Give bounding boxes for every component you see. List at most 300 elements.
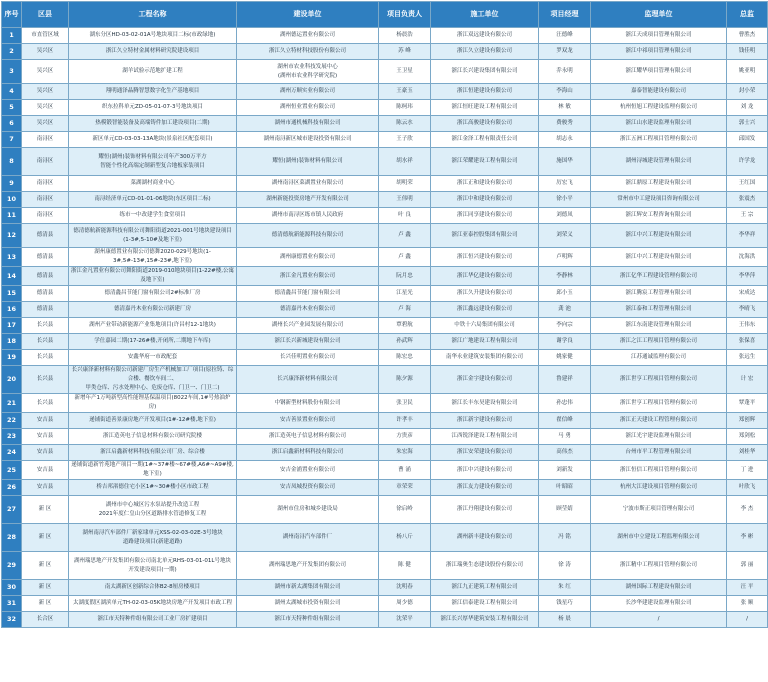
table-row — [2, 44, 768, 60]
cell-lead: 王豪玉 — [379, 84, 431, 100]
cell-manager: 钱星巧 — [539, 596, 591, 612]
cell-supervisor: 湖州国际工程建设有限公司 — [591, 580, 727, 596]
header-builder: 建设单位 — [237, 2, 379, 28]
cell-lead: 王子欣 — [379, 132, 431, 148]
cell-lead: 陈 健 — [379, 552, 431, 580]
cell-lead: 王卫星 — [379, 60, 431, 84]
cell-lead: 朱宏海 — [379, 445, 431, 461]
cell-seq: 24 — [2, 445, 22, 461]
cell-supervisor: 浙江腾宸工程管理有限公司 — [591, 286, 727, 302]
cell-district: 南浔区 — [22, 208, 69, 224]
cell-district: 新 区 — [22, 524, 69, 552]
cell-contractor: 湖州新丰建设有限公司 — [431, 524, 539, 552]
cell-supervisor: / — [591, 612, 727, 628]
table-row — [2, 413, 768, 429]
cell-seq: 32 — [2, 612, 22, 628]
cell-seq: 25 — [2, 461, 22, 480]
cell-lead: 沈明春 — [379, 580, 431, 596]
cell-manager: 刘德凤 — [539, 208, 591, 224]
cell-director: 钱佳明 — [727, 44, 768, 60]
cell-builder: 长兴佳明置业有限公司 — [237, 350, 379, 366]
cell-seq: 4 — [2, 84, 22, 100]
cell-district: 德清县 — [22, 267, 69, 286]
cell-project: 新增年产1万吨新型高性能锂基保温项目(8022车间,1#号热油炉房) — [69, 394, 237, 413]
table-row — [2, 132, 768, 148]
cell-project: 湖州产业带动新能源产业集地项目(许昌村12-1地块) — [69, 318, 237, 334]
cell-builder: 湖州市通机械科技有限公司 — [237, 116, 379, 132]
cell-builder: 湖州德运置业有限公司 — [237, 28, 379, 44]
cell-supervisor: 浙江正天建设工程管理有限公司 — [591, 413, 727, 429]
cell-lead: 苏 峰 — [379, 44, 431, 60]
cell-seq: 26 — [2, 480, 22, 496]
cell-builder: 湖州万顺实业有限公司 — [237, 84, 379, 100]
cell-district: 吴兴区 — [22, 44, 69, 60]
cell-manager: 翟信峰 — [539, 413, 591, 429]
cell-district: 吴兴区 — [22, 60, 69, 84]
table-row — [2, 267, 768, 286]
cell-manager: 费骏秀 — [539, 116, 591, 132]
cell-contractor: 浙江长丰东昊建设有限公司 — [431, 394, 539, 413]
cell-contractor: 浙江久升建设有限公司 — [431, 286, 539, 302]
cell-project: 德清鑫昌节能门窗有限公司2#标准厂房 — [69, 286, 237, 302]
cell-project: 浙江市天特种件组有限公司工业厂房扩建项目 — [69, 612, 237, 628]
table-row — [2, 302, 768, 318]
cell-director: 张 顺 — [727, 596, 768, 612]
cell-project: 湖东分区HD-03-02-01A号地块项目二标(市政绿地) — [69, 28, 237, 44]
cell-seq: 30 — [2, 580, 22, 596]
cell-lead: 卢 鑫 — [379, 224, 431, 248]
cell-lead: 胡明荣 — [379, 176, 431, 192]
cell-district: 市直管区域 — [22, 28, 69, 44]
table-row — [2, 496, 768, 524]
cell-lead: 方贵彦 — [379, 429, 431, 445]
table-row — [2, 445, 768, 461]
cell-manager: 施国华 — [539, 148, 591, 176]
cell-project: 翔明通泽晶腾智慧数字化生产基地项目 — [69, 84, 237, 100]
cell-manager: 厉宏飞 — [539, 176, 591, 192]
cell-lead: 王伟明 — [379, 192, 431, 208]
cell-contractor: 浙江中和建设有限公司 — [431, 192, 539, 208]
table-row — [2, 116, 768, 132]
cell-contractor: 浙江友力建设有限公司 — [431, 480, 539, 496]
cell-supervisor: 嘉泰智能建设有限公司 — [591, 84, 727, 100]
cell-supervisor: 长沙华建建设监理有限公司 — [591, 596, 727, 612]
cell-lead: 许孝丰 — [379, 413, 431, 429]
cell-project: 新区单元CD-03-03-13A地块(景泉社区配套项目) — [69, 132, 237, 148]
table-row — [2, 612, 768, 628]
cell-project: 湖羊试验示范地扩建工程 — [69, 60, 237, 84]
cell-supervisor: 台州市平工程管理有限公司 — [591, 445, 727, 461]
cell-seq: 6 — [2, 116, 22, 132]
cell-contractor: 浙江正和建设有限公司 — [431, 176, 539, 192]
cell-project: 湖州康德置业有限公司德舞2020-029号地块(1-3#,5#-13#,15#-23#,地下室) — [69, 248, 237, 267]
cell-district: 新 区 — [22, 596, 69, 612]
cell-director: 汪 平 — [727, 580, 768, 596]
cell-builder: 耀恒(湖州)装饰材料有限公司 — [237, 148, 379, 176]
cell-builder: 浙江金凡置业有限公司 — [237, 267, 379, 286]
cell-director: 宋成达 — [727, 286, 768, 302]
cell-director: 李晴飞 — [727, 302, 768, 318]
cell-lead: 孙武辉 — [379, 334, 431, 350]
cell-manager: 杨 晨 — [539, 612, 591, 628]
cell-manager: 汪德峰 — [539, 28, 591, 44]
cell-district: 长合区 — [22, 612, 69, 628]
cell-contractor: 浙江金泽工程有限责任公司 — [431, 132, 539, 148]
table-row — [2, 176, 768, 192]
cell-lead: 陈夕源 — [379, 366, 431, 394]
cell-seq: 8 — [2, 148, 22, 176]
cell-director: 李 杰 — [727, 496, 768, 524]
cell-director: 曹胜杰 — [727, 28, 768, 44]
cell-director: 郭士兴 — [727, 116, 768, 132]
cell-seq: 31 — [2, 596, 22, 612]
cell-district: 南浔区 — [22, 176, 69, 192]
project-table — [1, 1, 768, 628]
cell-project: 德清嘉丹木业有限公司新建厂房 — [69, 302, 237, 318]
table-row — [2, 100, 768, 116]
cell-district: 新 区 — [22, 496, 69, 524]
cell-supervisor: 浙江天成项目管理有限公司 — [591, 28, 727, 44]
cell-lead: 陈宏忠 — [379, 350, 431, 366]
cell-builder: 湖州长兴产业园发展有限公司 — [237, 318, 379, 334]
cell-director: 封小荣 — [727, 84, 768, 100]
table-row — [2, 318, 768, 334]
cell-lead: 周少德 — [379, 596, 431, 612]
cell-lead: 陈柯玮 — [379, 100, 431, 116]
cell-district: 德清县 — [22, 286, 69, 302]
cell-manager: 龚 池 — [539, 302, 591, 318]
cell-supervisor: 浙江辉安工程咨询有限公司 — [591, 208, 727, 224]
table-row — [2, 461, 768, 480]
cell-seq: 28 — [2, 524, 22, 552]
cell-lead: 陈云水 — [379, 116, 431, 132]
cell-manager: 卢明辉 — [539, 248, 591, 267]
cell-project: 热模锻智能装备及高端铸件加工建设项目(二期) — [69, 116, 237, 132]
cell-seq: 20 — [2, 366, 22, 394]
cell-builder: 湖州市住房和城乡建设局 — [237, 496, 379, 524]
cell-contractor: 浙江鑫远建设有限公司 — [431, 302, 539, 318]
cell-lead: 张卫民 — [379, 394, 431, 413]
cell-manager: 朱 红 — [539, 580, 591, 596]
table-row — [2, 480, 768, 496]
cell-builder: 湖州瑞思地产开发集团有限公司 — [237, 552, 379, 580]
cell-contractor: 浙江恒建建设有限公司 — [431, 84, 539, 100]
cell-builder: 湖州南浔新区城市建设投资有限公司 — [237, 132, 379, 148]
table-row — [2, 248, 768, 267]
cell-contractor: 浙江华亿建设有限公司 — [431, 267, 539, 286]
header-supervisor: 监理单位 — [591, 2, 727, 28]
cell-director: 计 宏 — [727, 366, 768, 394]
cell-project: 浙江造英电子信息材料有限公司研究院楼 — [69, 429, 237, 445]
cell-seq: 7 — [2, 132, 22, 148]
cell-director: 李华萍 — [727, 267, 768, 286]
cell-seq: 21 — [2, 394, 22, 413]
cell-director: 姚亚明 — [727, 60, 768, 84]
cell-builder: 湖州恒业置业有限公司 — [237, 100, 379, 116]
cell-supervisor: 浙江中兴工程建设有限公司 — [591, 224, 727, 248]
cell-project: 长兴康泽新材料有限公司新建厂房生产机械加工厂项目(原拉铸、综合楼、餐饮车间二、 甲类仓库、污水处理中心、危废仓库、门卫一、门卫二) — [69, 366, 237, 394]
cell-builder: 湖州南浔汽车部件厂 — [237, 524, 379, 552]
cell-project: 德清德航新能源科技有限公司舞阳街道2021-001号地块建设项目 (1-3#,5-10#及地下室) — [69, 224, 237, 248]
cell-supervisor: 浙江山水建设监理有限公司 — [591, 116, 727, 132]
cell-manager: 罗双龙 — [539, 44, 591, 60]
cell-manager: 胡志永 — [539, 132, 591, 148]
cell-seq: 23 — [2, 429, 22, 445]
cell-builder: 安吉金浦置业有限公司 — [237, 461, 379, 480]
cell-project: 练市一中改建学生食堂项目 — [69, 208, 237, 224]
cell-lead: 江星光 — [379, 286, 431, 302]
cell-district: 吴兴区 — [22, 116, 69, 132]
cell-seq: 1 — [2, 28, 22, 44]
cell-project: 菜湖湖村商业中心 — [69, 176, 237, 192]
cell-supervisor: 宁波市斯正项目管理有限公司 — [591, 496, 727, 524]
cell-project: 浙江启鑫新材料科技有限公司厂房、综合楼 — [69, 445, 237, 461]
cell-manager: 高伟杰 — [539, 445, 591, 461]
cell-seq: 17 — [2, 318, 22, 334]
header-project: 工程名称 — [69, 2, 237, 28]
cell-manager: 乔永明 — [539, 60, 591, 84]
cell-district: 吴兴区 — [22, 84, 69, 100]
cell-lead: 徐启岭 — [379, 496, 431, 524]
cell-contractor: 浙江信泰建设工程有限公司 — [431, 596, 539, 612]
cell-contractor: 浙江同享建设有限公司 — [431, 208, 539, 224]
cell-district: 新 区 — [22, 552, 69, 580]
cell-manager: 李海山 — [539, 84, 591, 100]
cell-director: 王伟东 — [727, 318, 768, 334]
cell-builder: 安吉凤城投资有限公司 — [237, 480, 379, 496]
cell-seq: 5 — [2, 100, 22, 116]
cell-director: 沈海洪 — [727, 248, 768, 267]
table-row — [2, 596, 768, 612]
cell-director: 刘桂华 — [727, 445, 768, 461]
cell-district: 长兴县 — [22, 394, 69, 413]
cell-builder: 浙江造英电子信息材料有限公司 — [237, 429, 379, 445]
cell-contractor: 江西锐泽建设工程有限公司 — [431, 429, 539, 445]
cell-seq: 9 — [2, 176, 22, 192]
cell-contractor: 浙江九正建筑工程有限公司 — [431, 580, 539, 596]
cell-seq: 10 — [2, 192, 22, 208]
cell-director: 覃蓬平 — [727, 394, 768, 413]
cell-seq: 18 — [2, 334, 22, 350]
cell-supervisor: 浙江泰和工程管理有限公司 — [591, 302, 727, 318]
table-row — [2, 366, 768, 394]
cell-supervisor: 常州市中工建设项目咨询有限公司 — [591, 192, 727, 208]
cell-project: 安鑫华府一市政配套 — [69, 350, 237, 366]
cell-seq: 19 — [2, 350, 22, 366]
table-row — [2, 429, 768, 445]
table-row — [2, 580, 768, 596]
cell-lead: 叶 良 — [379, 208, 431, 224]
cell-district: 南浔区 — [22, 192, 69, 208]
cell-manager: 叶昭昭 — [539, 480, 591, 496]
cell-builder: 安吉善景置业有限公司 — [237, 413, 379, 429]
cell-contractor: 浙江金字建设有限公司 — [431, 366, 539, 394]
cell-contractor: 浙江恒旺建设工程有限公司 — [431, 100, 539, 116]
cell-builder: 德清嘉丹木业有限公司 — [237, 302, 379, 318]
cell-lead: 章荣荣 — [379, 480, 431, 496]
table-row — [2, 524, 768, 552]
cell-supervisor: 浙江亿华工程建设管理有限公司 — [591, 267, 727, 286]
cell-manager: 鲁建祥 — [539, 366, 591, 394]
cell-manager: 冯 铭 — [539, 524, 591, 552]
cell-contractor: 中铁十六局集团有限公司 — [431, 318, 539, 334]
cell-builder: 长兴康泽新材料有限公司 — [237, 366, 379, 394]
cell-contractor: 浙江丹翔建设有限公司 — [431, 496, 539, 524]
cell-director: 郑创辉 — [727, 413, 768, 429]
cell-project: 湖州南浔汽车部件厂新家埭单元XSS-02-03-02E-3号地块 道路建设项目(新建道路) — [69, 524, 237, 552]
cell-district: 安吉县 — [22, 480, 69, 496]
cell-lead: 卢 鑫 — [379, 248, 431, 267]
cell-supervisor: 浙江之江工程项目管理有限公司 — [591, 334, 727, 350]
table-row — [2, 334, 768, 350]
cell-seq: 29 — [2, 552, 22, 580]
cell-project: 南太湖新区创新综合体B2-8厘房楼项目 — [69, 580, 237, 596]
cell-supervisor: 湖州市中立建设工程监理有限公司 — [591, 524, 727, 552]
cell-manager: 顾莹婧 — [539, 496, 591, 524]
cell-district: 新 区 — [22, 580, 69, 596]
cell-seq: 13 — [2, 248, 22, 267]
cell-supervisor: 浙江五洲工程项目管理有限公司 — [591, 132, 727, 148]
cell-project: 递铺街道新竹苑地产项目一期(1#~37#楼~67#楼,A6#~A9#楼,地下室) — [69, 461, 237, 480]
cell-director: 刘 龙 — [727, 100, 768, 116]
cell-project: 耀恒(湖州)装饰材料有限公司年产300万平方 智能个性化高端定制新型复合地板家装项目 — [69, 148, 237, 176]
cell-supervisor: 浙江中兴工程建设有限公司 — [591, 248, 727, 267]
table-row — [2, 552, 768, 580]
cell-manager: 徐小平 — [539, 192, 591, 208]
cell-district: 德清县 — [22, 224, 69, 248]
cell-manager: 邱小玉 — [539, 286, 591, 302]
cell-builder: 湖州市农业科技发展中心 (湖州市农业科学研究院) — [237, 60, 379, 84]
cell-district: 德清县 — [22, 302, 69, 318]
cell-seq: 3 — [2, 60, 22, 84]
table-row — [2, 224, 768, 248]
cell-lead: 沈荣平 — [379, 612, 431, 628]
cell-contractor: 浙江恒兴建设有限公司 — [431, 248, 539, 267]
cell-district: 南浔区 — [22, 148, 69, 176]
cell-manager: 孙忠伟 — [539, 394, 591, 413]
header-lead: 项目负责人 — [379, 2, 431, 28]
cell-lead: 胡水祥 — [379, 148, 431, 176]
cell-district: 吴兴区 — [22, 100, 69, 116]
cell-contractor: 浙江安荣建设有限公司 — [431, 445, 539, 461]
cell-supervisor: 浙江世亨工程项目管理有限公司 — [591, 366, 727, 394]
cell-supervisor: 浙江恒信工程项目管理有限公司 — [591, 461, 727, 480]
cell-contractor: 浙江瑞奥生态建设股份有限公司 — [431, 552, 539, 580]
cell-district: 长兴县 — [22, 318, 69, 334]
cell-supervisor: 浙江世亨工程项目管理有限公司 — [591, 394, 727, 413]
cell-supervisor: 浙江光宇建设监理有限公司 — [591, 429, 727, 445]
table-row — [2, 208, 768, 224]
cell-seq: 27 — [2, 496, 22, 524]
header-manager: 项目经理 — [539, 2, 591, 28]
cell-director: 丁 进 — [727, 461, 768, 480]
cell-project: 湖州瑞思地产开发集团有限公司南北单元RHS-03-01-01L号地块 开发建设项目(一期) — [69, 552, 237, 580]
cell-director: 李 彬 — [727, 524, 768, 552]
cell-builder: 湖州新能投资房地产开发有限公司 — [237, 192, 379, 208]
cell-builder: 浙江市天特种件组有限公司 — [237, 612, 379, 628]
cell-district: 南浔区 — [22, 132, 69, 148]
cell-director: / — [727, 612, 768, 628]
cell-district: 安吉县 — [22, 461, 69, 480]
cell-seq: 2 — [2, 44, 22, 60]
table-row — [2, 286, 768, 302]
cell-manager: 刘荣义 — [539, 224, 591, 248]
cell-lead: 覃碧航 — [379, 318, 431, 334]
table-row — [2, 28, 768, 44]
cell-manager: 刘新发 — [539, 461, 591, 480]
cell-contractor: 浙江亚泰控股集团有限公司 — [431, 224, 539, 248]
cell-director: 许学龙 — [727, 148, 768, 176]
cell-director: 郭 丽 — [727, 552, 768, 580]
cell-contractor: 浙江长兴厚华建筑安装工程有限公司 — [431, 612, 539, 628]
cell-lead: 杨八斤 — [379, 524, 431, 552]
cell-lead: 曹 涌 — [379, 461, 431, 480]
cell-supervisor: 浙江中祁项目管理有限公司 — [591, 44, 727, 60]
cell-builder: 湖州市南浔区练市镇人民政府 — [237, 208, 379, 224]
cell-builder: 湖州康德置业有限公司 — [237, 248, 379, 267]
cell-contractor: 浙江高骏建设有限公司 — [431, 116, 539, 132]
cell-manager: 谢学良 — [539, 334, 591, 350]
cell-director: 张震杰 — [727, 192, 768, 208]
cell-supervisor: 浙江耀华项目管理有限公司 — [591, 60, 727, 84]
cell-project: 南浔经济单元CD-01-01-06地块(东区项目二标) — [69, 192, 237, 208]
cell-contractor: 浙江中兴建设有限公司 — [431, 461, 539, 480]
cell-director: 李华祥 — [727, 224, 768, 248]
cell-builder: 湖州南浔区菜湖置业有限公司 — [237, 176, 379, 192]
cell-lead: 阮月忠 — [379, 267, 431, 286]
cell-supervisor: 浙江精中工程项目管理有限公司 — [591, 552, 727, 580]
cell-director: 王 宗 — [727, 208, 768, 224]
cell-builder: 浙江久立特材科技股份有限公司 — [237, 44, 379, 60]
table-header-row — [2, 2, 768, 28]
cell-project: 桥吉邦渚德住宅小区1#~30#楼小区市政工程 — [69, 480, 237, 496]
cell-director: 张保喜 — [727, 334, 768, 350]
cell-manager: 李向宗 — [539, 318, 591, 334]
cell-project: 湖州市中心城区污水泵站提升改造工程 2021年度仁皇山分区道路排水管道修复工程 — [69, 496, 237, 524]
cell-project: 浙江金凡置业有限公司舞阳街道2019-010地块项目(1-22#楼,公寓及地下室) — [69, 267, 237, 286]
header-director: 总监 — [727, 2, 768, 28]
table-row — [2, 192, 768, 208]
header-contractor: 施工单位 — [431, 2, 539, 28]
cell-district: 长兴县 — [22, 334, 69, 350]
table-body — [2, 28, 768, 628]
cell-project: 学仕嘉园二期(17-26#楼,开闭所,二期地下车库) — [69, 334, 237, 350]
cell-seq: 14 — [2, 267, 22, 286]
cell-supervisor: 浙江东南建设管理有限公司 — [591, 318, 727, 334]
cell-supervisor: 湖州浔城建设管理有限公司 — [591, 148, 727, 176]
cell-builder: 浙江长兴新城建设有限公司 — [237, 334, 379, 350]
cell-director: 张远生 — [727, 350, 768, 366]
cell-supervisor: 江苏通诚监理有限公司 — [591, 350, 727, 366]
cell-builder: 中钢新型材料股份有限公司 — [237, 394, 379, 413]
cell-contractor: 南华永业建筑安装集团有限公司 — [431, 350, 539, 366]
table-row — [2, 60, 768, 84]
cell-contractor: 浙江广地建设工程有限公司 — [431, 334, 539, 350]
cell-seq: 22 — [2, 413, 22, 429]
cell-builder: 浙江启鑫新材料科技有限公司 — [237, 445, 379, 461]
cell-district: 长兴县 — [22, 366, 69, 394]
header-seq: 序号 — [2, 2, 22, 28]
cell-lead: 杨晨浩 — [379, 28, 431, 44]
table-row — [2, 148, 768, 176]
cell-contractor: 浙江荣耀建设工程有限公司 — [431, 148, 539, 176]
header-district: 区县 — [22, 2, 69, 28]
cell-supervisor: 杭州恒旭工程建设监理有限公司 — [591, 100, 727, 116]
cell-supervisor: 杭州大江建设项目管理有限公司 — [591, 480, 727, 496]
cell-builder: 德清德航新能源科技有限公司 — [237, 224, 379, 248]
cell-manager: 马 勇 — [539, 429, 591, 445]
table-row — [2, 394, 768, 413]
